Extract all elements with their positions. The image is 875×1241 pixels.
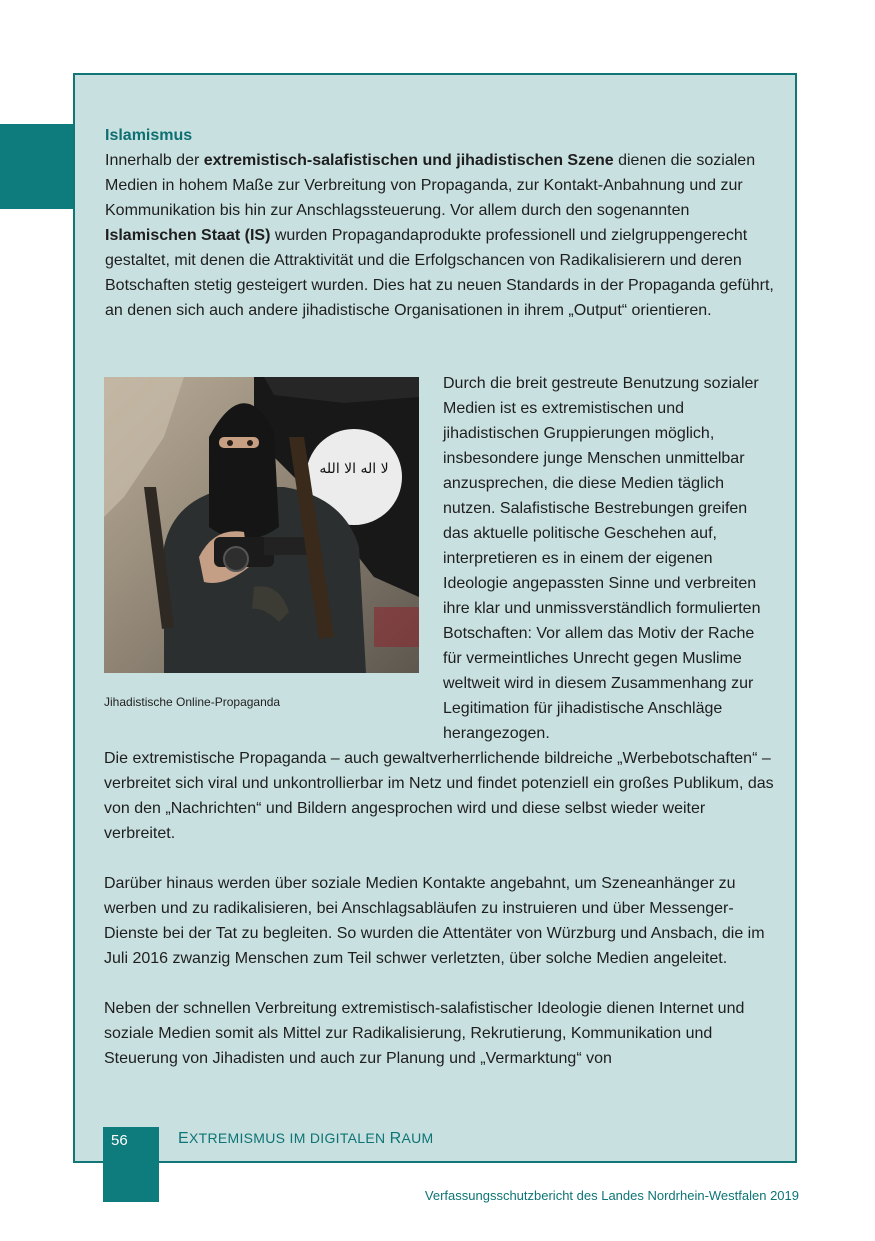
side-paragraph: Durch die breit gestreute Benutzung sozialer Medien ist es extremistischen und jihadistischen Gruppierungen möglich, insbesondere junge Menschen unmittelbar anzusprechen, die diese Medien täglich nutzen. Salafistische Bestrebungen greifen das aktuelle politische Geschehen auf, interpretieren es in einem der eigenen Ideologie angepassten Sinne und verbreiten ihre klar und unmissverständlich formulierten Botschaften: Vor allem das Motiv der Rache für vermeintliches Unrecht gegen Muslime weltweit wird in diesem Zusammenhang zur Legitimation für jihadistische Anschläge herangezogen. <box>443 375 761 742</box>
intro-text-1: Innerhalb der <box>105 152 204 169</box>
intro-text-2: dienen die sozialen Medien in hohem Maße zur Verbreitung von Propaganda, zur Kontakt-Anbahnung und zur Kommunikation bis hin zur Anschlagssteuerung. Vor allem durch den sogenannten <box>105 152 756 219</box>
paragraph-propaganda: Die extremistische Propaganda – auch gewaltverherrlichende bildreiche „Werbebotschaften“ – verbreitet sich viral und unkontrollierbar im Netz und findet potenziell ein großes Publikum, das von den „Nachrichten“ und Bildern angesprochen wird und diese selbst wieder weiter verbreitet. <box>104 750 774 842</box>
side-column <box>443 371 773 746</box>
body-section <box>104 746 776 1071</box>
section-heading: Islamismus <box>105 127 193 144</box>
running-title-cap-1: E <box>178 1130 189 1147</box>
flag-text: لا اله الا الله <box>319 461 389 477</box>
photo-caption: Jihadistische Online-Propaganda <box>104 695 281 709</box>
side-tab-marker <box>0 124 74 209</box>
paragraph-contacts: Darüber hinaus werden über soziale Medien Kontakte angebahnt, um Szeneanhänger zu werben und zu radikalisieren, bei Anschlagsabläufen zu instruieren und über Messenger-Dienste bei der Tat zu begleiten. So wurden die Attentäter von Würzburg und Ansbach, die im Juli 2016 zwanzig Menschen zum Teil schwer verletzten, über solche Medien angeleitet. <box>104 875 765 967</box>
intro-text-3: wurden Propagandaprodukte professionell und zielgruppengerecht gestaltet, mit denen die Attraktivität und die Erfolgschancen von Radikalisierern und deren Botschaften stetig gesteigert wurden. Dies hat zu neuen Standards in der Propaganda geführt, an denen sich auch andere jihadistische Organisationen in ihrem „Output“ orientieren. <box>105 227 774 319</box>
running-title <box>178 1130 433 1148</box>
intro-bold-2: Islamischen Staat (IS) <box>105 227 271 244</box>
intro-bold-1: extremistisch-salafistischen und jihadistischen Szene <box>203 152 614 169</box>
photo-figure <box>104 377 419 673</box>
report-title: Verfassungsschutzbericht des Landes Nordrhein-Westfalen 2019 <box>424 1188 799 1203</box>
running-title-part-2: AUM <box>401 1130 434 1146</box>
intro-paragraph <box>105 148 777 323</box>
intro-section <box>105 123 777 323</box>
paragraph-dissemination: Neben der schnellen Verbreitung extremistisch-salafistischer Ideologie dienen Internet und soziale Medien somit als Mittel zur Radikalisierung, Rekrutierung, Kommunikation und Steuerung von Jihadisten und auch zur Planung und „Vermarktung“ von <box>104 1000 745 1067</box>
propaganda-photo <box>104 377 419 673</box>
page-number: 56 <box>111 1132 128 1149</box>
running-title-cap-2: R <box>389 1130 402 1147</box>
running-title-part-1: XTREMISMUS IM DIGITALEN <box>188 1130 390 1146</box>
